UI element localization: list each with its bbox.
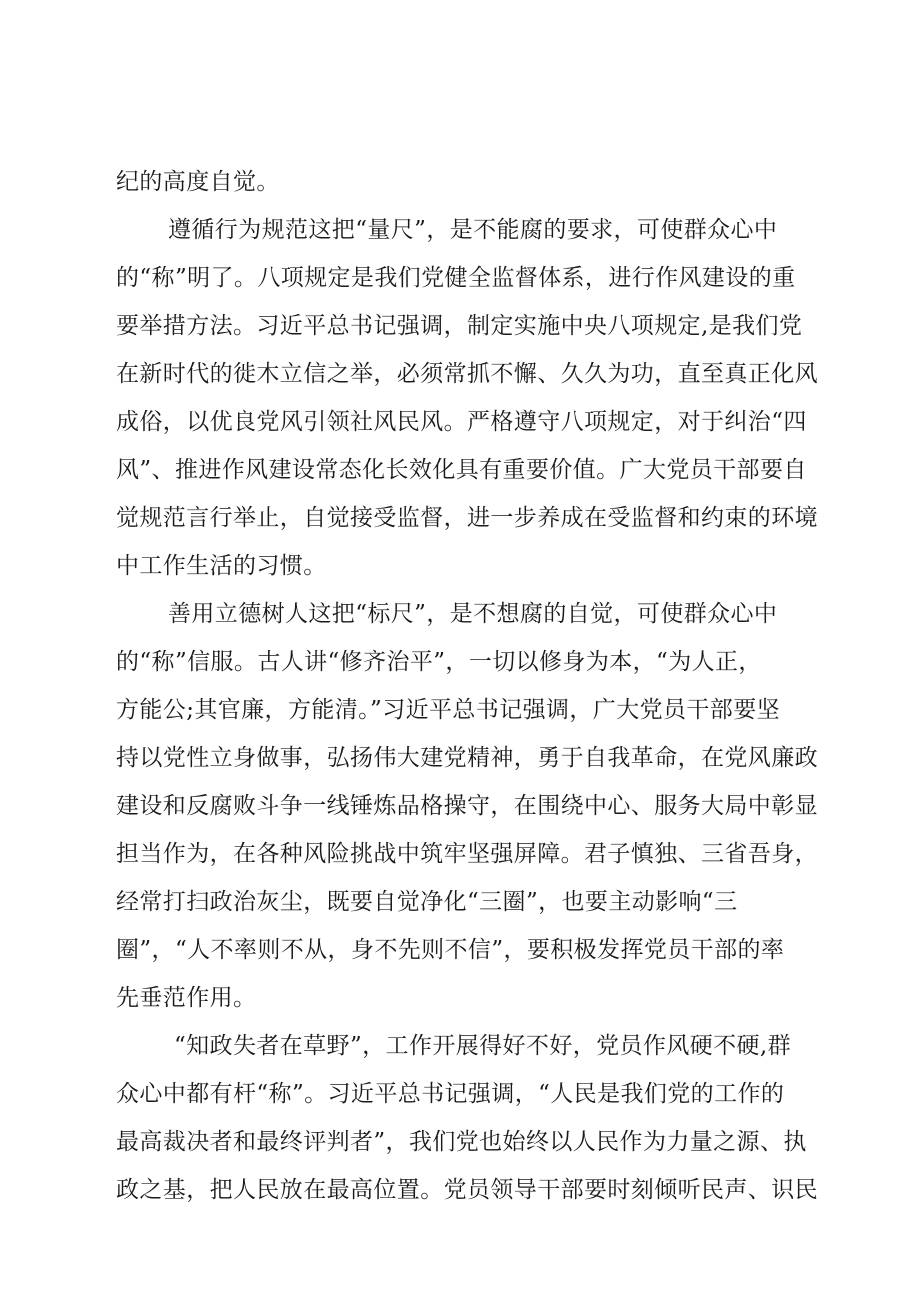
text-line: “知政失者在草野”，工作开展得好不好，党员作风硬不硬,群 xyxy=(174,1033,792,1059)
text-line: 先垂范作用。 xyxy=(116,985,257,1011)
text-line: 圈”，“人不率则不从，身不先则不信”，要积极发挥党员干部的率 xyxy=(116,937,785,963)
text-line: 风”、推进作风建设常态化长效化具有重要价值。广大党员干部要自 xyxy=(116,457,807,483)
text-line: 经常打扫政治灰尘，既要自觉净化“三圈”，也要主动影响“三 xyxy=(116,889,738,915)
text-line: 最高裁决者和最终评判者”，我们党也始终以人民作为力量之源、执 xyxy=(116,1129,807,1155)
text-line: 众心中都有杆“称”。习近平总书记强调，“人民是我们党的工作的 xyxy=(116,1081,785,1107)
text-line: 成俗，以优良党风引领社风民风。严格遵守八项规定，对于纠治“四 xyxy=(116,409,807,435)
text-line: 政之基，把人民放在最高位置。党员领导干部要时刻倾听民声、识民 xyxy=(116,1177,818,1203)
text-line: 方能公;其官廉，方能清。”习近平总书记强调，广大党员干部要坚 xyxy=(116,697,781,723)
text-line: 的“称”明了。八项规定是我们党健全监督体系，进行作风建设的重 xyxy=(116,265,796,291)
text-line: 纪的高度自觉。 xyxy=(116,169,280,195)
text-line: 的“称”信服。古人讲“修齐治平”，一切以修身为本，“为人正， xyxy=(116,649,762,675)
text-line: 善用立德树人这把“标尺”，是不想腐的自觉，可使群众心中 xyxy=(168,601,778,627)
text-line: 持以党性立身做事，弘扬伟大建党精神，勇于自我革命，在党风廉政 xyxy=(116,745,818,771)
text-line: 觉规范言行举止，自觉接受监督，进一步养成在受监督和约束的环境 xyxy=(116,505,818,531)
text-line: 中工作生活的习惯。 xyxy=(116,553,327,579)
text-line: 遵循行为规范这把“量尺”，是不能腐的要求，可使群众心中 xyxy=(168,217,778,243)
text-line: 在新时代的徙木立信之举，必须常抓不懈、久久为功，直至真正化风 xyxy=(116,361,818,387)
text-line: 要举措方法。习近平总书记强调，制定实施中央八项规定,是我们党 xyxy=(116,313,803,339)
text-line: 担当作为，在各种风险挑战中筑牢坚强屏障。君子慎独、三省吾身， xyxy=(116,841,818,867)
text-line: 建设和反腐败斗争一线锤炼品格操守，在围绕中心、服务大局中彰显 xyxy=(116,793,818,819)
